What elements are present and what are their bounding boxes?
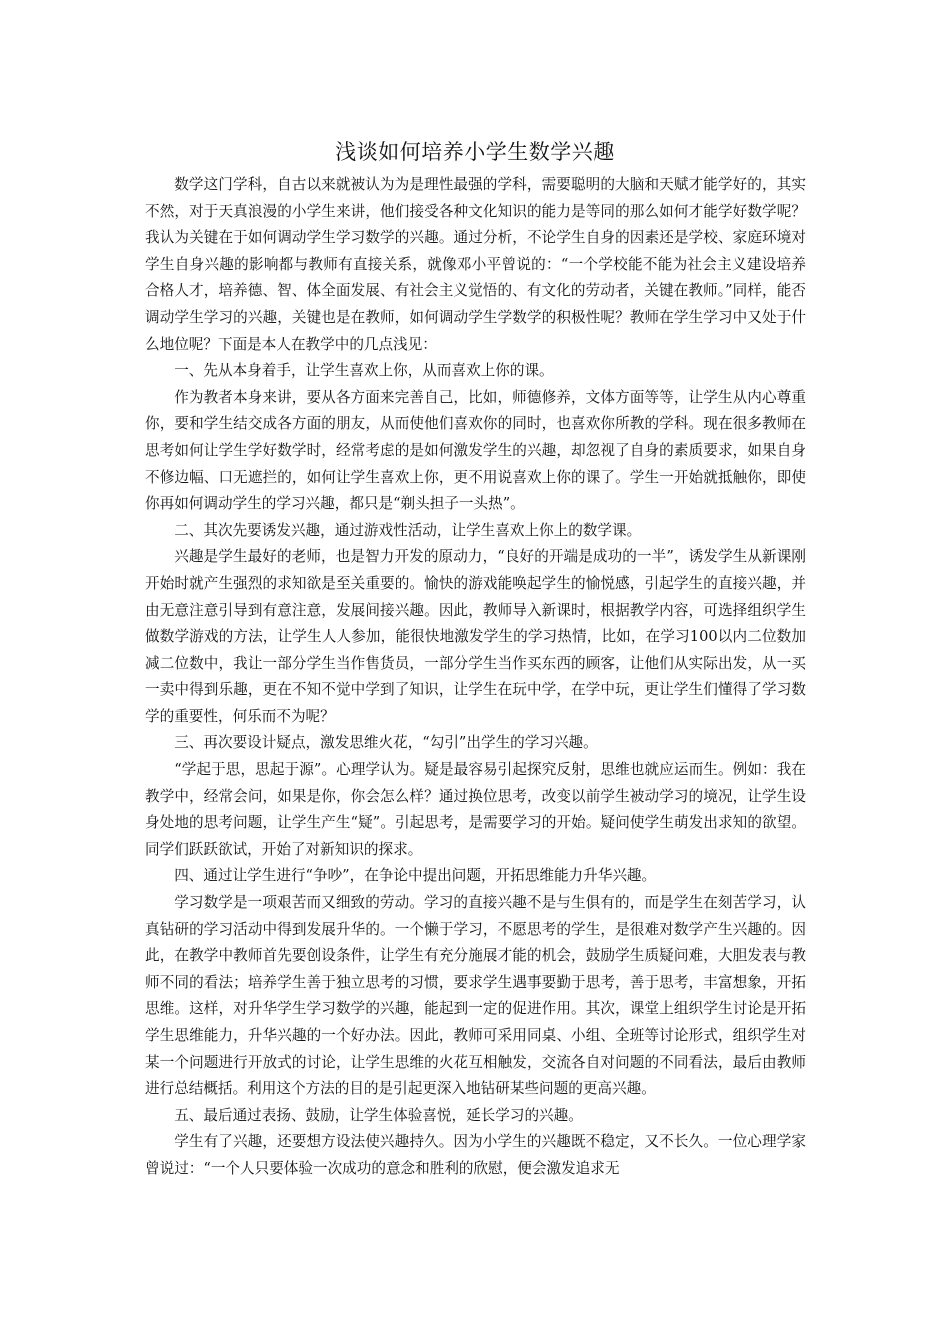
paragraph-3: “学起于思，思起于源”。心理学认为。疑是最容易引起探究反射，思维也就应运而生。例如：我在教学中，经常会问，如果是你，你会怎么样？通过换位思考，改变以前学生被动学习的境况，让学生设身处地的思考问题，让学生产生“疑”。引起思考，是需要学习的开始。疑问使学生萌发出求知的欲望。同学们跃跃欲试，开始了对新知识的探求。 [145, 761, 806, 858]
paragraph-5: 学生有了兴趣，还要想方设法使兴趣持久。因为小学生的兴趣既不稳定，又不长久。一位心理学家曾说过：“一个人只要体验一次成功的意念和胜利的欣慰，便会激发追求无 [145, 1133, 806, 1177]
section-heading-4: 四、通过让学生进行“争吵”，在争论中提出问题，开拓思维能力升华兴趣。 [174, 867, 657, 885]
section-heading-2: 二、其次先要诱发兴趣，通过游戏性活动，让学生喜欢上你上的数学课。 [174, 521, 642, 539]
section-heading-1: 一、先从本身着手，让学生喜欢上你，从而喜欢上你的课。 [174, 362, 554, 380]
section-heading-5: 五、最后通过表扬、鼓励，让学生体验喜悦，延长学习的兴趣。 [174, 1106, 583, 1124]
paragraph-1: 作为教者本身来讲，要从各方面来完善自己，比如，师德修养，文体方面等等，让学生从内心尊重你，要和学生结交成各方面的朋友，从而使他们喜欢你的同时，也喜欢你所教的学科。现在很多教师在思考如何让学生学好数学时，经常考虑的是如何激发学生的兴趣，却忽视了自身的素质要求，如果自身不修边幅、口无遮拦的，如何让学生喜欢上你，更不用说喜欢上你的课了。学生一开始就抵触你，即使你再如何调动学生的学习兴趣，都只是“剃头担子一头热”。 [145, 388, 806, 513]
paragraph-intro: 数学这门学科，自古以来就被认为为是理性最强的学科，需要聪明的大脑和天赋才能学好的，其实不然，对于天真浪漫的小学生来讲，他们接受各种文化知识的能力是等同的那么如何才能学好数学呢？我认为关键在于如何调动学生学习数学的兴趣。通过分析，不论学生自身的因素还是学校、家庭环境对学生自身兴趣的影响都与教师有直接关系，就像邓小平曾说的：“一个学校能不能为社会主义建设培养合格人才，培养德、智、体全面发展、有社会主义觉悟的、有文化的劳动者，关键在教师。”同样，能否调动学生学习的兴趣，关键也是在教师，如何调动学生学数学的积极性呢？教师在学生学习中又处于什么地位呢？下面是本人在教学中的几点浅见： [145, 176, 806, 353]
document-body [145, 172, 806, 1183]
section-heading-3: 三、再次要设计疑点，激发思维火花，“勾引”出学生的学习兴趣。 [174, 734, 598, 752]
paragraph-2: 兴趣是学生最好的老师，也是智力开发的原动力，“良好的开端是成功的一半”，诱发学生从新课刚开始时就产生强烈的求知欲是至关重要的。愉快的游戏能唤起学生的愉悦感，引起学生的直接兴趣，并由无意注意引导到有意注意，发展间接兴趣。因此，教师导入新课时，根据教学内容，可选择组织学生做数学游戏的方法，让学生人人参加，能很快地激发学生的学习热情，比如，在学习100以内二位数加减二位数中，我让一部分学生当作售货员，一部分学生当作买东西的顾客，让他们从实际出发，从一买一卖中得到乐趣，更在不知不觉中学到了知识，让学生在玩中学，在学中玩，更让学生们懂得了学习数学的重要性，何乐而不为呢？ [145, 548, 806, 725]
paragraph-4: 学习数学是一项艰苦而又细致的劳动。学习的直接兴趣不是与生俱有的，而是学生在刻苦学习，认真钻研的学习活动中得到发展升华的。一个懒于学习，不愿思考的学生，是很难对数学产生兴趣的。因此，在教学中教师首先要创设条件，让学生有充分施展才能的机会，鼓励学生质疑问难，大胆发表与教师不同的看法；培养学生善于独立思考的习惯，要求学生遇事要勤于思考，善于思考，丰富想象，开拓思维。这样，对升华学生学习数学的兴趣，能起到一定的促进作用。其次，课堂上组织学生讨论是开拓学生思维能力，升华兴趣的一个好办法。因此，教师可采用同桌、小组、全班等讨论形式，组织学生对某一个问题进行开放式的讨论，让学生思维的火花互相触发，交流各自对问题的不同看法，最后由教师进行总结概括。利用这个方法的目的是引起更深入地钻研某些问题的更高兴趣。 [145, 894, 806, 1098]
document-title: 浅谈如何培养小学生数学兴趣 [335, 140, 615, 164]
